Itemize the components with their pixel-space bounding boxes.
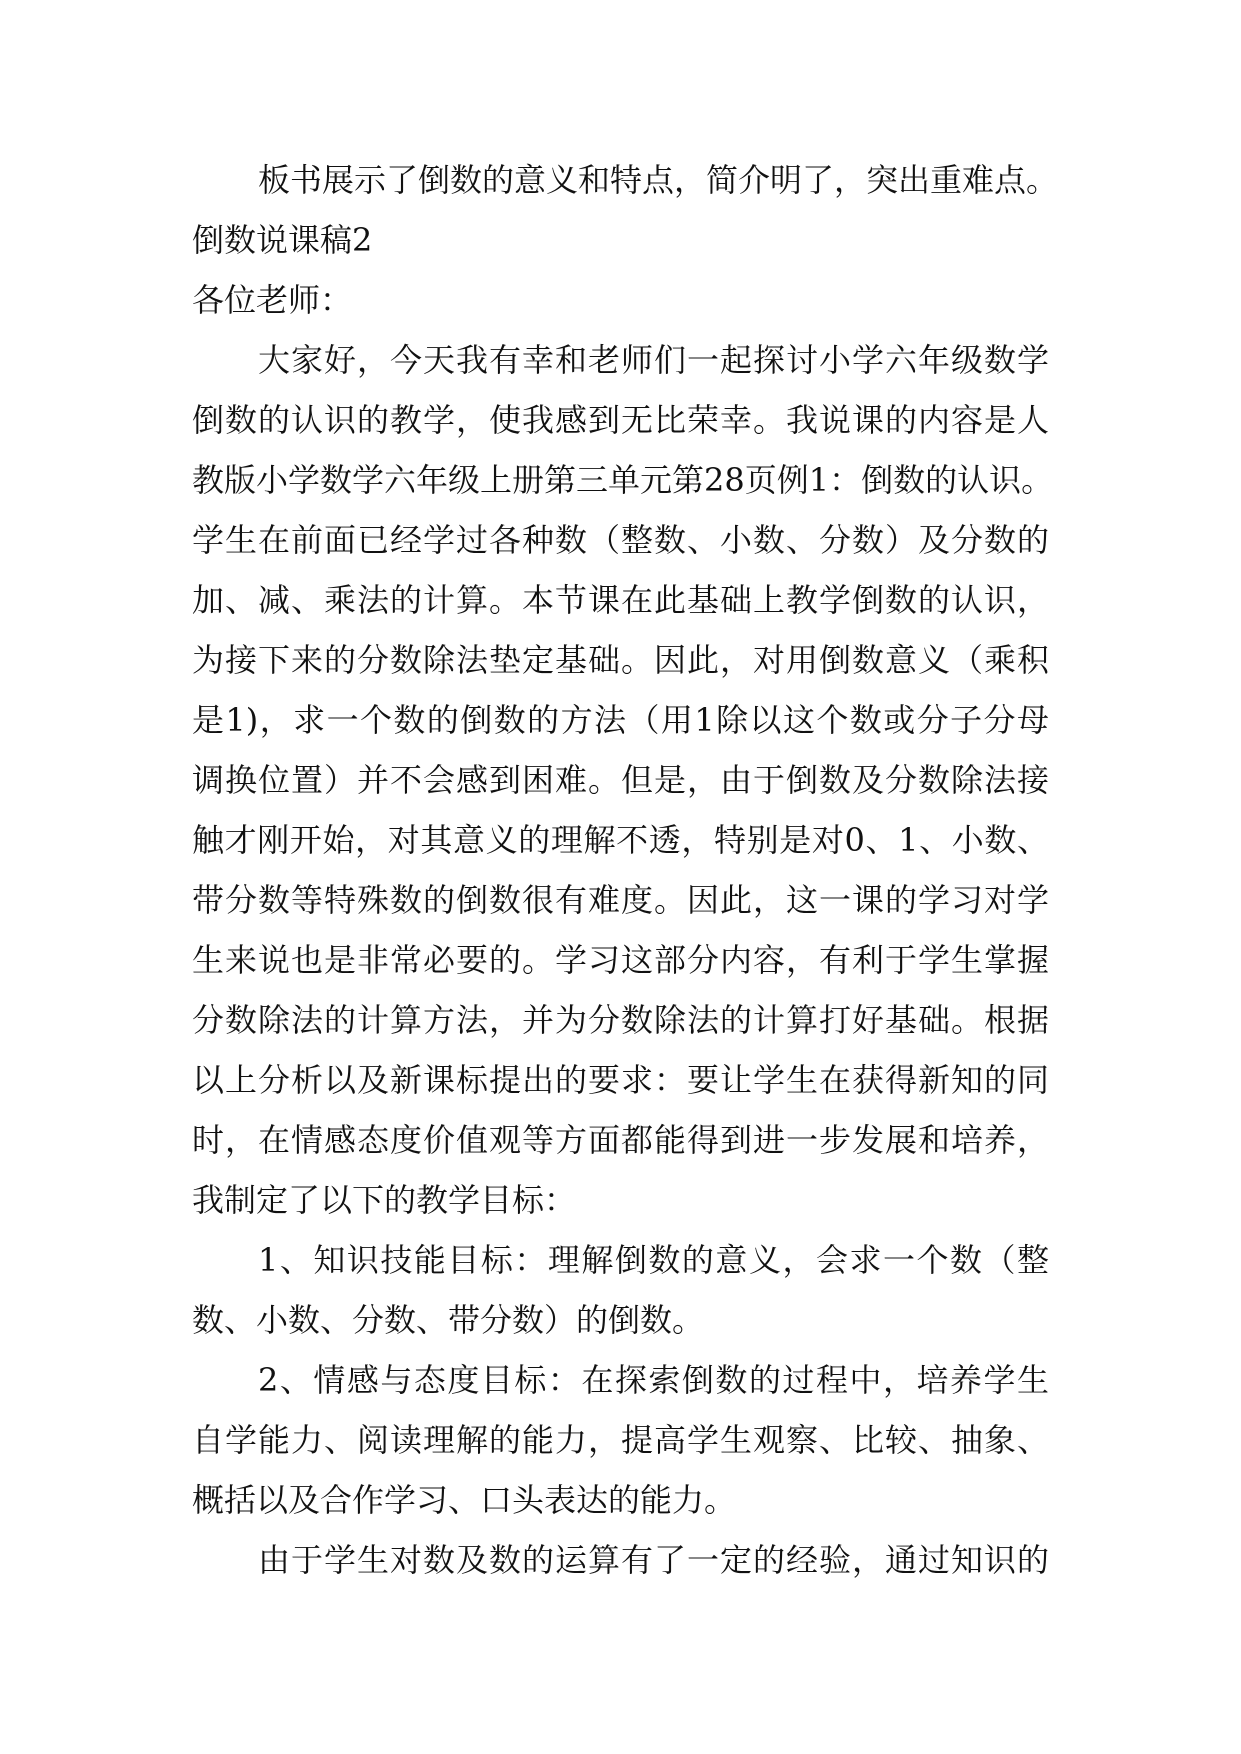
salutation: 各位老师： — [192, 281, 353, 319]
paragraph-line: 由于学生对数及数的运算有了一定的经验，通过知识的 — [258, 1541, 1049, 1579]
paragraph-line: 加、减、乘法的计算。本节课在此基础上教学倒数的认识， — [192, 581, 1049, 619]
paragraph-line: 倒数的认识的教学，使我感到无比荣幸。我说课的内容是人 — [192, 401, 1049, 439]
document-body — [192, 150, 1059, 1590]
paragraph-line: 以上分析以及新课标提出的要求：要让学生在获得新知的同 — [192, 1061, 1049, 1099]
paragraph-line: 时，在情感态度价值观等方面都能得到进一步发展和培养， — [192, 1121, 1049, 1159]
paragraph-line: 带分数等特殊数的倒数很有难度。因此，这一课的学习对学 — [192, 881, 1049, 919]
objective-item-continued: 概括以及合作学习、口头表达的能力。 — [192, 1481, 737, 1519]
paragraph-line: 学生在前面已经学过各种数（整数、小数、分数）及分数的 — [192, 521, 1049, 559]
paragraph-line: 触才刚开始，对其意义的理解不透，特别是对0、1、小数、 — [192, 821, 1049, 859]
section-title: 倒数说课稿2 — [192, 221, 373, 259]
paragraph-line: 调换位置）并不会感到困难。但是，由于倒数及分数除法接 — [192, 761, 1049, 799]
paragraph-line: 分数除法的计算方法，并为分数除法的计算打好基础。根据 — [192, 1001, 1049, 1039]
paragraph-line: 板书展示了倒数的意义和特点，简介明了，突出重难点。 — [258, 161, 1059, 199]
paragraph-line: 为接下来的分数除法垫定基础。因此，对用倒数意义（乘积 — [192, 641, 1049, 679]
objective-item: 2、情感与态度目标：在探索倒数的过程中，培养学生 — [258, 1361, 1049, 1399]
paragraph-line: 教版小学数学六年级上册第三单元第28页例1：倒数的认识。 — [192, 461, 1054, 499]
objective-item-continued: 自学能力、阅读理解的能力，提高学生观察、比较、抽象、 — [192, 1421, 1049, 1459]
objective-item: 1、知识技能目标：理解倒数的意义，会求一个数（整 — [258, 1241, 1049, 1279]
paragraph-line: 生来说也是非常必要的。学习这部分内容，有利于学生掌握 — [192, 941, 1049, 979]
paragraph-line: 我制定了以下的教学目标： — [192, 1181, 577, 1219]
paragraph-line: 是1)，求一个数的倒数的方法（用1除以这个数或分子分母 — [192, 701, 1049, 739]
paragraph-line: 大家好，今天我有幸和老师们一起探讨小学六年级数学 — [258, 341, 1049, 379]
objective-item-continued: 数、小数、分数、带分数）的倒数。 — [192, 1301, 705, 1339]
